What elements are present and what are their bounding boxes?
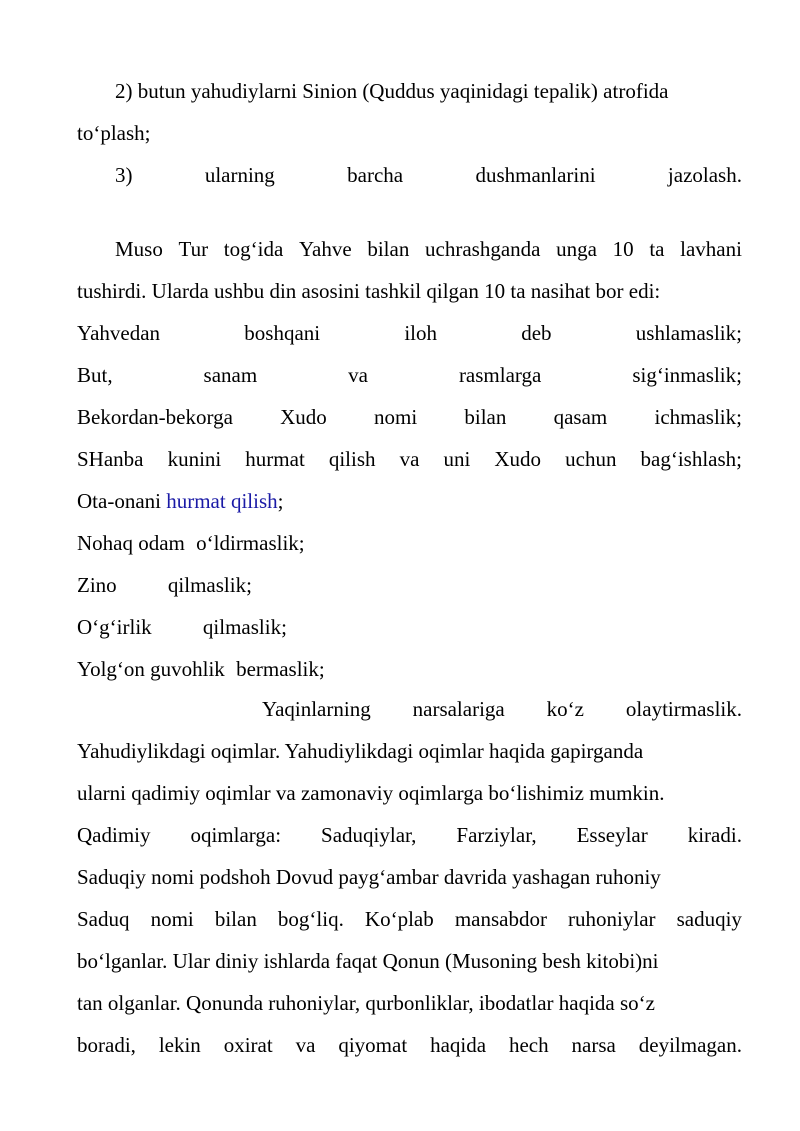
- word: SHanba: [77, 447, 144, 471]
- commandment-item: [77, 318, 742, 348]
- word: olaytirmaslik.: [625, 697, 742, 721]
- paragraph-line: [77, 988, 742, 1018]
- word: ichmaslik;: [654, 405, 742, 429]
- word: dushmanlarini: [475, 163, 596, 187]
- word: ularning: [204, 163, 275, 187]
- word: Saduqiylar,: [321, 823, 417, 847]
- paragraph-line: [77, 820, 742, 850]
- word: barcha: [347, 163, 404, 187]
- word: deb: [521, 321, 552, 345]
- word: Xudo: [494, 447, 542, 471]
- word: oqimlarga:: [190, 823, 282, 847]
- word: va: [348, 363, 368, 387]
- word: hurmat: [245, 447, 305, 471]
- paragraph-line: [115, 234, 742, 264]
- word: bilan: [367, 237, 410, 261]
- word: Bekordan-bekorga: [77, 405, 233, 429]
- line-text: to‘plash;: [77, 121, 151, 145]
- commandment-item: [77, 528, 742, 558]
- word: nomi: [374, 405, 418, 429]
- word: narsa: [571, 1033, 616, 1057]
- word: ko‘z: [546, 697, 584, 721]
- word: Qadimiy: [77, 823, 151, 847]
- word: va: [399, 447, 420, 471]
- word: mansabdor: [454, 907, 547, 931]
- word: sanam: [203, 363, 258, 387]
- paragraph-line: [115, 76, 742, 106]
- commandment-item: [77, 570, 742, 600]
- word: Xudo: [280, 405, 327, 429]
- word: kiradi.: [687, 823, 742, 847]
- word: Zino: [77, 573, 117, 597]
- word: O‘g‘irlik: [77, 615, 152, 639]
- word: haqida: [430, 1033, 487, 1057]
- list-item: [115, 160, 742, 190]
- commandment-item: [77, 486, 742, 516]
- word: hech: [508, 1033, 549, 1057]
- word: Yaqinlarning: [262, 697, 371, 721]
- word: bilan: [214, 907, 257, 931]
- word: boradi,: [77, 1033, 136, 1057]
- commandment-item: [262, 694, 742, 724]
- commandment-item: [77, 360, 742, 390]
- word: bermaslik;: [236, 657, 325, 681]
- word: Saduq: [77, 907, 130, 931]
- line-text: ularni qadimiy oqimlar va zamonaviy oqimlarga bo‘lishimiz mumkin.: [77, 781, 665, 805]
- commandment-item: [77, 444, 742, 474]
- list-number: 3): [115, 163, 133, 187]
- hurmat-qilish-link[interactable]: hurmat qilish: [166, 489, 278, 513]
- word: Nohaq odam: [77, 531, 185, 555]
- line-text: tushirdi. Ularda ushbu din asosini tashkil qilgan 10 ta nasihat bor edi:: [77, 279, 661, 303]
- word: uchun: [565, 447, 617, 471]
- word: iloh: [404, 321, 437, 345]
- word: qilmaslik;: [202, 615, 287, 639]
- word: Farziylar,: [456, 823, 537, 847]
- word: Esseylar: [576, 823, 648, 847]
- word: qiyomat: [338, 1033, 408, 1057]
- word: qasam: [553, 405, 608, 429]
- word: unga: [556, 237, 597, 261]
- paragraph-line: [77, 276, 742, 306]
- word: tog‘ida: [223, 237, 284, 261]
- paragraph-line: [77, 118, 742, 148]
- word: ta: [649, 237, 665, 261]
- paragraph-line: [77, 904, 742, 934]
- paragraph-line: [77, 1030, 742, 1060]
- word: Ko‘plab: [364, 907, 434, 931]
- word: bag‘ishlash;: [640, 447, 742, 471]
- word: Tur: [178, 237, 209, 261]
- line-text: Yahudiylikdagi oqimlar. Yahudiylikdagi oqimlar haqida gapirganda: [77, 739, 644, 763]
- word: Yolg‘on guvohlik: [77, 657, 225, 681]
- word: lavhani: [680, 237, 742, 261]
- word: deyilmagan.: [638, 1033, 742, 1057]
- line-text: Saduqiy nomi podshoh Dovud payg‘ambar davrida yashagan ruhoniy: [77, 865, 661, 889]
- word: va: [295, 1033, 316, 1057]
- commandment-item: [77, 654, 742, 684]
- word: But,: [77, 363, 113, 387]
- line-text: bo‘lganlar. Ular diniy ishlarda faqat Qonun (Musoning besh kitobi)ni: [77, 949, 659, 973]
- word: Yahvedan: [77, 321, 161, 345]
- line-prefix: Ota-onani: [77, 489, 161, 513]
- word: bilan: [464, 405, 507, 429]
- line-text: 2) butun yahudiylarni Sinion (Quddus yaqinidagi tepalik) atrofida: [115, 79, 669, 103]
- word: qilish: [328, 447, 376, 471]
- paragraph-line: [77, 736, 742, 766]
- word: bog‘liq.: [277, 907, 344, 931]
- word: rasmlarga: [458, 363, 542, 387]
- word: saduqiy: [676, 907, 742, 931]
- word: Muso: [115, 237, 163, 261]
- word: kunini: [167, 447, 222, 471]
- word: Yahve: [298, 237, 352, 261]
- line-text: tan olganlar. Qonunda ruhoniylar, qurbonliklar, ibodatlar haqida so‘z: [77, 991, 655, 1015]
- word: 10: [612, 237, 634, 261]
- word: oxirat: [223, 1033, 273, 1057]
- word: uchrashganda: [425, 237, 541, 261]
- paragraph-line: [77, 862, 742, 892]
- commandment-item: [77, 402, 742, 432]
- word: sig‘inmaslik;: [632, 363, 742, 387]
- paragraph-line: [77, 946, 742, 976]
- word: uni: [443, 447, 471, 471]
- word: narsalariga: [412, 697, 505, 721]
- word: ushlamaslik;: [635, 321, 742, 345]
- commandment-item: [77, 612, 742, 642]
- word: jazolash.: [667, 163, 742, 187]
- word: lekin: [158, 1033, 201, 1057]
- word: o‘ldirmaslik;: [196, 531, 305, 555]
- line-suffix: ;: [277, 489, 284, 513]
- paragraph-line: [77, 778, 742, 808]
- word: ruhoniylar: [568, 907, 656, 931]
- word: nomi: [150, 907, 194, 931]
- word: qilmaslik;: [167, 573, 252, 597]
- word: boshqani: [244, 321, 321, 345]
